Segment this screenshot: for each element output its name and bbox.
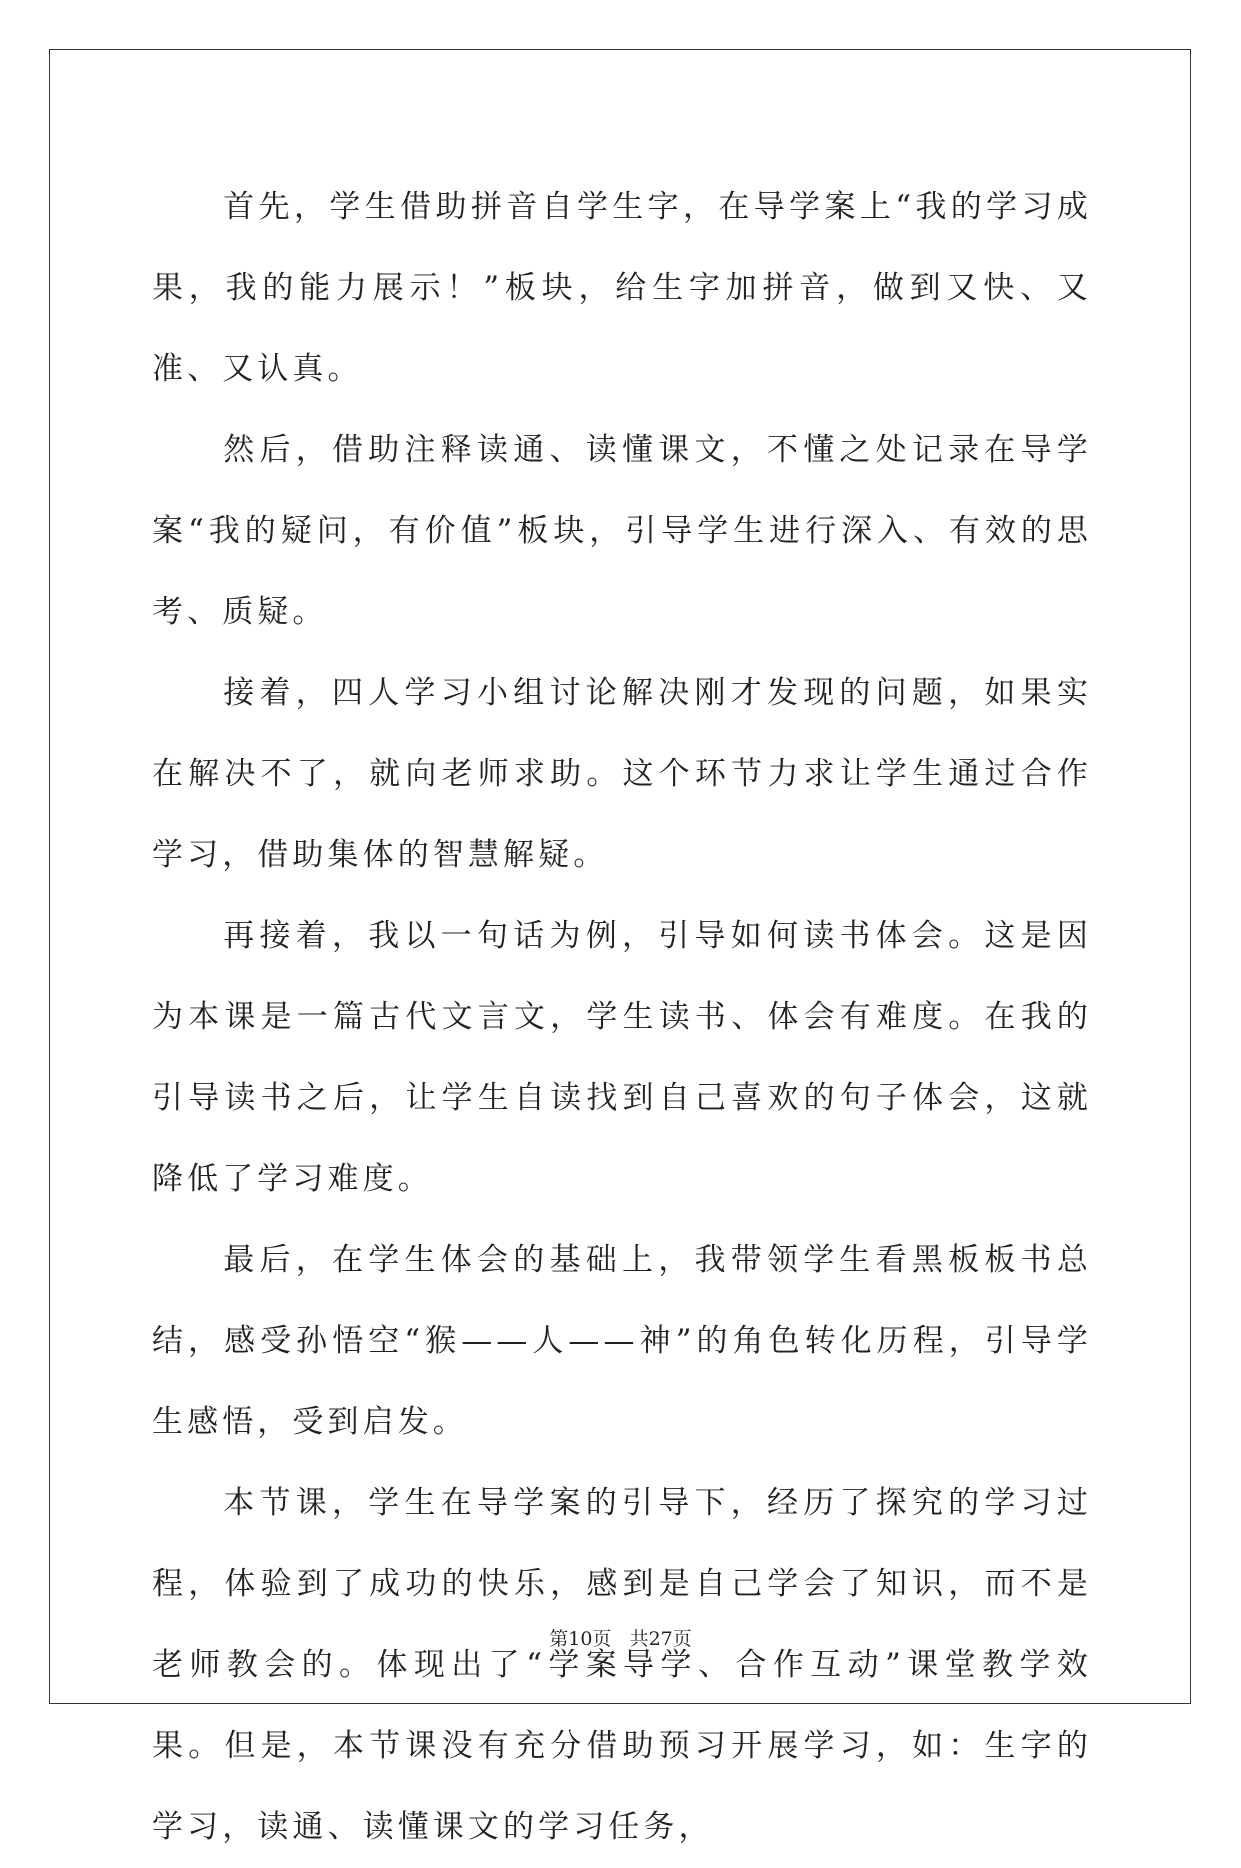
- paragraph-3: 接着，四人学习小组讨论解决刚才发现的问题，如果实在解决不了，就向老师求助。这个环节力求让学生通过合作学习，借助集体的智慧解疑。: [152, 675, 1092, 873]
- paragraph-6: 本节课，学生在导学案的引导下，经历了探究的学习过程，体验到了成功的快乐，感到是自己学会了知识，而不是老师教会的。体现出了“学案导学、合作互动”课堂教学效果。但是，本节课没有充分借助预习开展学习，如：生字的学习，读通、读懂课文的学习任务，: [152, 1485, 1092, 1845]
- paragraph-2: 然后，借助注释读通、读懂课文，不懂之处记录在导学案“我的疑问，有价值”板块，引导学生进行深入、有效的思考、质疑。: [152, 432, 1092, 630]
- page-number: 第10页: [549, 1628, 612, 1650]
- paragraph-1: 首先，学生借助拼音自学生字，在导学案上“我的学习成果，我的能力展示！”板块，给生字加拼音，做到又快、又准、又认真。: [152, 189, 1092, 387]
- document-body: [152, 167, 1092, 1868]
- page-total: 共27页: [629, 1628, 692, 1650]
- paragraph-5: 最后，在学生体会的基础上，我带领学生看黑板板书总结，感受孙悟空“猴——人——神”的角色转化历程，引导学生感悟，受到启发。: [152, 1242, 1092, 1440]
- paragraph-4: 再接着，我以一句话为例，引导如何读书体会。这是因为本课是一篇古代文言文，学生读书、体会有难度。在我的引导读书之后，让学生自读找到自己喜欢的句子体会，这就降低了学习难度。: [152, 918, 1092, 1197]
- page-footer: [0, 1624, 1241, 1651]
